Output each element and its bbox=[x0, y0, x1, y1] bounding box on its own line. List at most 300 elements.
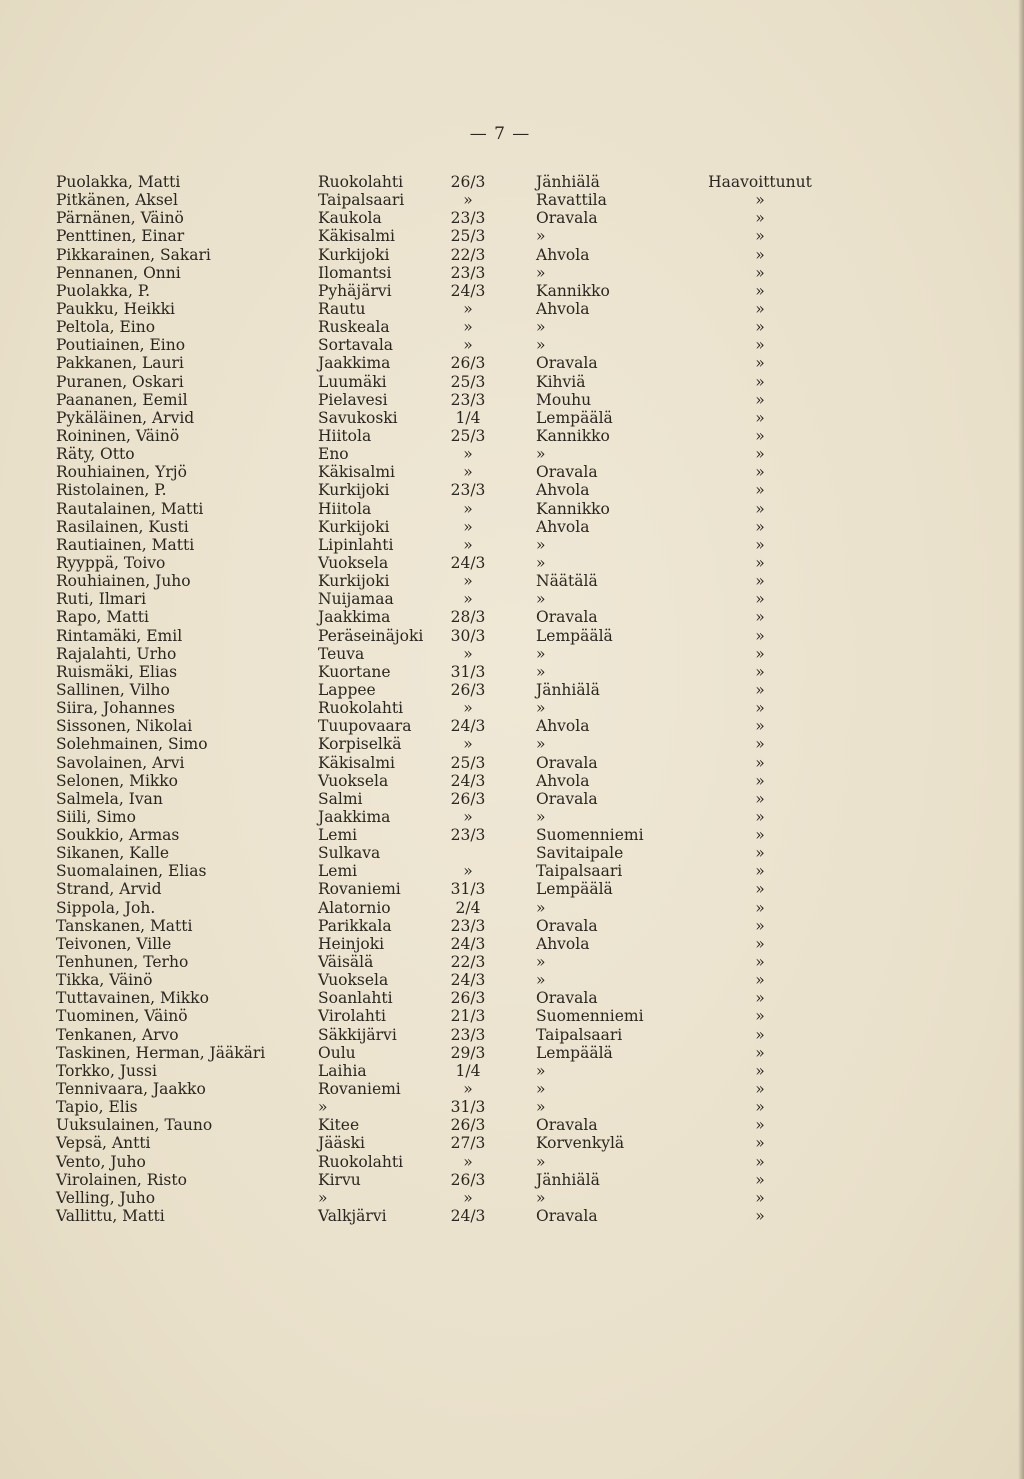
casualty-list bbox=[0, 173, 1024, 1225]
list-row bbox=[0, 608, 1024, 626]
date: 24/3 bbox=[450, 934, 486, 953]
status: » bbox=[755, 227, 765, 246]
person-name: Tuttavainen, Mikko bbox=[56, 989, 209, 1008]
person-name: Tikka, Väinö bbox=[56, 971, 153, 990]
location: Jänhiälä bbox=[536, 680, 600, 699]
home-municipality: Jaakkima bbox=[318, 354, 391, 373]
date: 24/3 bbox=[450, 717, 486, 736]
home-municipality: Jaakkima bbox=[318, 608, 391, 627]
location: » bbox=[536, 590, 546, 609]
home-municipality: » bbox=[318, 1098, 328, 1117]
date: 24/3 bbox=[450, 553, 486, 572]
home-municipality: Lemi bbox=[318, 826, 358, 845]
location: » bbox=[536, 735, 546, 754]
status: » bbox=[755, 1025, 765, 1044]
person-name: Siili, Simo bbox=[56, 807, 136, 826]
status: » bbox=[755, 989, 765, 1008]
status: » bbox=[755, 608, 765, 627]
location: Oravala bbox=[536, 608, 598, 627]
date: » bbox=[463, 1188, 473, 1207]
list-row bbox=[0, 246, 1024, 264]
list-row bbox=[0, 409, 1024, 427]
status: » bbox=[755, 445, 765, 464]
date: » bbox=[463, 699, 473, 718]
home-municipality: Jaakkima bbox=[318, 807, 391, 826]
person-name: Soukkio, Armas bbox=[56, 826, 180, 845]
status: » bbox=[755, 680, 765, 699]
date: » bbox=[463, 336, 473, 355]
home-municipality: Heinjoki bbox=[318, 934, 385, 953]
list-row bbox=[0, 336, 1024, 354]
status: » bbox=[755, 844, 765, 863]
date: 1/4 bbox=[455, 408, 481, 427]
date: 24/3 bbox=[450, 971, 486, 990]
list-row bbox=[0, 989, 1024, 1007]
home-municipality: Kurkijoki bbox=[318, 517, 390, 536]
list-row bbox=[0, 699, 1024, 717]
date: » bbox=[463, 299, 473, 318]
home-municipality: Ruskeala bbox=[318, 318, 390, 337]
person-name: Salmela, Ivan bbox=[56, 789, 163, 808]
status: » bbox=[755, 299, 765, 318]
status: » bbox=[755, 862, 765, 881]
status: » bbox=[755, 1043, 765, 1062]
home-municipality: Käkisalmi bbox=[318, 227, 395, 246]
status: » bbox=[755, 426, 765, 445]
status: » bbox=[755, 318, 765, 337]
status: » bbox=[755, 481, 765, 500]
list-row bbox=[0, 862, 1024, 880]
person-name: Ruti, Ilmari bbox=[56, 590, 147, 609]
status: » bbox=[755, 281, 765, 300]
date: 28/3 bbox=[450, 608, 486, 627]
status: » bbox=[755, 263, 765, 282]
home-municipality: Oulu bbox=[318, 1043, 356, 1062]
home-municipality: Pyhäjärvi bbox=[318, 281, 392, 300]
location: Taipalsaari bbox=[536, 862, 623, 881]
location: » bbox=[536, 644, 546, 663]
date: 27/3 bbox=[450, 1134, 486, 1153]
date: 31/3 bbox=[450, 880, 486, 899]
location: Oravala bbox=[536, 753, 598, 772]
status: » bbox=[755, 209, 765, 228]
person-name: Suomalainen, Elias bbox=[56, 862, 207, 881]
location: » bbox=[536, 318, 546, 337]
person-name: Rautiainen, Matti bbox=[56, 535, 195, 554]
date: 1/4 bbox=[455, 1061, 481, 1080]
home-municipality: Savukoski bbox=[318, 408, 398, 427]
location: Ravattila bbox=[536, 191, 607, 210]
status: » bbox=[755, 916, 765, 935]
list-row bbox=[0, 518, 1024, 536]
list-row bbox=[0, 391, 1024, 409]
location: Jänhiälä bbox=[536, 173, 600, 191]
location: Mouhu bbox=[536, 390, 592, 409]
list-row bbox=[0, 481, 1024, 499]
status: » bbox=[755, 1188, 765, 1207]
person-name: Pykäläinen, Arvid bbox=[56, 408, 195, 427]
list-row bbox=[0, 590, 1024, 608]
location: Savitaipale bbox=[536, 844, 624, 863]
person-name: Penttinen, Einar bbox=[56, 227, 185, 246]
list-row bbox=[0, 227, 1024, 245]
location: Oravala bbox=[536, 916, 598, 935]
status: » bbox=[755, 354, 765, 373]
status: » bbox=[755, 953, 765, 972]
location: Ahvola bbox=[536, 771, 590, 790]
status: » bbox=[755, 753, 765, 772]
home-municipality: Väisälä bbox=[318, 953, 374, 972]
home-municipality: Kirvu bbox=[318, 1170, 361, 1189]
home-municipality: Kitee bbox=[318, 1116, 360, 1135]
person-name: Sissonen, Nikolai bbox=[56, 717, 193, 736]
location: » bbox=[536, 1061, 546, 1080]
home-municipality: Kuortane bbox=[318, 662, 391, 681]
status: » bbox=[755, 717, 765, 736]
list-row bbox=[0, 1116, 1024, 1134]
location: Näätälä bbox=[536, 572, 598, 591]
date: 31/3 bbox=[450, 1098, 486, 1117]
person-name: Pikkarainen, Sakari bbox=[56, 245, 211, 264]
date: 23/3 bbox=[450, 826, 486, 845]
home-municipality: Käkisalmi bbox=[318, 463, 395, 482]
status: » bbox=[755, 1152, 765, 1171]
status: » bbox=[755, 1116, 765, 1135]
list-row bbox=[0, 953, 1024, 971]
location: » bbox=[536, 971, 546, 990]
location: » bbox=[536, 336, 546, 355]
person-name: Vepsä, Antti bbox=[56, 1134, 151, 1153]
status: » bbox=[755, 1170, 765, 1189]
home-municipality: Rovaniemi bbox=[318, 880, 401, 899]
person-name: Tanskanen, Matti bbox=[56, 916, 193, 935]
date: 23/3 bbox=[450, 263, 486, 282]
status: » bbox=[755, 934, 765, 953]
home-municipality: Eno bbox=[318, 445, 349, 464]
date: 26/3 bbox=[450, 1170, 486, 1189]
date: 31/3 bbox=[450, 662, 486, 681]
person-name: Rasilainen, Kusti bbox=[56, 517, 189, 536]
status: » bbox=[755, 1061, 765, 1080]
location: Oravala bbox=[536, 989, 598, 1008]
person-name: Savolainen, Arvi bbox=[56, 753, 185, 772]
home-municipality: Taipalsaari bbox=[318, 191, 405, 210]
home-municipality: Lappee bbox=[318, 680, 376, 699]
status: » bbox=[755, 826, 765, 845]
person-name: Poutiainen, Eino bbox=[56, 336, 186, 355]
list-row bbox=[0, 790, 1024, 808]
date: 29/3 bbox=[450, 1043, 486, 1062]
home-municipality: Kurkijoki bbox=[318, 481, 390, 500]
date: » bbox=[463, 1152, 473, 1171]
home-municipality: Jääski bbox=[318, 1134, 365, 1153]
status: » bbox=[755, 1098, 765, 1117]
person-name: Rajalahti, Urho bbox=[56, 644, 177, 663]
home-municipality: Alatornio bbox=[318, 898, 391, 917]
person-name: Strand, Arvid bbox=[56, 880, 162, 899]
list-row bbox=[0, 735, 1024, 753]
date: » bbox=[463, 644, 473, 663]
person-name: Sikanen, Kalle bbox=[56, 844, 170, 863]
location: » bbox=[536, 535, 546, 554]
date: » bbox=[463, 535, 473, 554]
status: » bbox=[755, 372, 765, 391]
person-name: Selonen, Mikko bbox=[56, 771, 179, 790]
home-municipality: Tuupovaara bbox=[318, 717, 412, 736]
person-name: Vento, Juho bbox=[56, 1152, 146, 1171]
date: 23/3 bbox=[450, 916, 486, 935]
list-row bbox=[0, 1134, 1024, 1152]
status: » bbox=[755, 662, 765, 681]
home-municipality: Sulkava bbox=[318, 844, 381, 863]
home-municipality: Korpiselkä bbox=[318, 735, 402, 754]
person-name: Tapio, Elis bbox=[56, 1098, 138, 1117]
person-name: Uuksulainen, Tauno bbox=[56, 1116, 213, 1135]
home-municipality: » bbox=[318, 1188, 328, 1207]
home-municipality: Säkkijärvi bbox=[318, 1025, 397, 1044]
home-municipality: Lemi bbox=[318, 862, 358, 881]
date: » bbox=[463, 463, 473, 482]
date: 23/3 bbox=[450, 390, 486, 409]
date: 21/3 bbox=[450, 1007, 486, 1026]
person-name: Ruismäki, Elias bbox=[56, 662, 178, 681]
date: 25/3 bbox=[450, 372, 486, 391]
location: » bbox=[536, 263, 546, 282]
home-municipality: Luumäki bbox=[318, 372, 387, 391]
location: Ahvola bbox=[536, 517, 590, 536]
home-municipality: Käkisalmi bbox=[318, 753, 395, 772]
list-row bbox=[0, 1062, 1024, 1080]
location: Oravala bbox=[536, 209, 598, 228]
status: » bbox=[755, 572, 765, 591]
location: Ahvola bbox=[536, 934, 590, 953]
list-row bbox=[0, 754, 1024, 772]
date: 22/3 bbox=[450, 953, 486, 972]
list-row bbox=[0, 463, 1024, 481]
location: Oravala bbox=[536, 789, 598, 808]
person-name: Puolakka, P. bbox=[56, 281, 151, 300]
person-name: Puranen, Oskari bbox=[56, 372, 184, 391]
status: » bbox=[755, 807, 765, 826]
status: » bbox=[755, 408, 765, 427]
home-municipality: Hiitola bbox=[318, 426, 372, 445]
location: » bbox=[536, 807, 546, 826]
home-municipality: Ilomantsi bbox=[318, 263, 392, 282]
date: 22/3 bbox=[450, 245, 486, 264]
status: » bbox=[755, 499, 765, 518]
status: » bbox=[755, 971, 765, 990]
person-name: Räty, Otto bbox=[56, 445, 135, 464]
status: » bbox=[755, 626, 765, 645]
list-row bbox=[0, 554, 1024, 572]
list-row bbox=[0, 173, 1024, 191]
home-municipality: Rovaniemi bbox=[318, 1080, 401, 1099]
status: » bbox=[755, 517, 765, 536]
status: » bbox=[755, 644, 765, 663]
date: » bbox=[463, 807, 473, 826]
date: 30/3 bbox=[450, 626, 486, 645]
home-municipality: Pielavesi bbox=[318, 390, 388, 409]
home-municipality: Salmi bbox=[318, 789, 363, 808]
location: » bbox=[536, 953, 546, 972]
home-municipality: Vuoksela bbox=[318, 553, 389, 572]
status: » bbox=[755, 699, 765, 718]
date: 23/3 bbox=[450, 481, 486, 500]
home-municipality: Vuoksela bbox=[318, 971, 389, 990]
list-row bbox=[0, 663, 1024, 681]
location: Lempäälä bbox=[536, 408, 613, 427]
list-row bbox=[0, 971, 1024, 989]
list-row bbox=[0, 445, 1024, 463]
location: Kannikko bbox=[536, 426, 610, 445]
status: » bbox=[755, 535, 765, 554]
location: Oravala bbox=[536, 1207, 598, 1226]
location: » bbox=[536, 699, 546, 718]
list-row bbox=[0, 282, 1024, 300]
location: Jänhiälä bbox=[536, 1170, 600, 1189]
list-row bbox=[0, 572, 1024, 590]
person-name: Tuominen, Väinö bbox=[56, 1007, 188, 1026]
date: » bbox=[463, 572, 473, 591]
person-name: Ryyppä, Toivo bbox=[56, 553, 166, 572]
date: 25/3 bbox=[450, 753, 486, 772]
home-municipality: Lipinlahti bbox=[318, 535, 394, 554]
list-row bbox=[0, 373, 1024, 391]
list-row bbox=[0, 1153, 1024, 1171]
status: » bbox=[755, 1207, 765, 1226]
list-row bbox=[0, 717, 1024, 735]
list-row bbox=[0, 264, 1024, 282]
location: Kannikko bbox=[536, 499, 610, 518]
person-name: Rintamäki, Emil bbox=[56, 626, 183, 645]
date: 26/3 bbox=[450, 680, 486, 699]
location: » bbox=[536, 898, 546, 917]
list-row bbox=[0, 1080, 1024, 1098]
home-municipality: Kurkijoki bbox=[318, 572, 390, 591]
home-municipality: Hiitola bbox=[318, 499, 372, 518]
date: 24/3 bbox=[450, 1207, 486, 1226]
person-name: Pennanen, Onni bbox=[56, 263, 181, 282]
location: Taipalsaari bbox=[536, 1025, 623, 1044]
person-name: Pitkänen, Aksel bbox=[56, 191, 178, 210]
person-name: Pakkanen, Lauri bbox=[56, 354, 184, 373]
person-name: Roininen, Väinö bbox=[56, 426, 180, 445]
location: Ahvola bbox=[536, 717, 590, 736]
date: 26/3 bbox=[450, 354, 486, 373]
list-row bbox=[0, 880, 1024, 898]
list-row bbox=[0, 1171, 1024, 1189]
status: » bbox=[755, 191, 765, 210]
person-name: Tenkanen, Arvo bbox=[56, 1025, 179, 1044]
location: Kannikko bbox=[536, 281, 610, 300]
status: » bbox=[755, 735, 765, 754]
person-name: Torkko, Jussi bbox=[56, 1061, 157, 1080]
list-row bbox=[0, 427, 1024, 445]
status: » bbox=[755, 463, 765, 482]
person-name: Tenhunen, Terho bbox=[56, 953, 189, 972]
person-name: Pärnänen, Väinö bbox=[56, 209, 184, 228]
person-name: Tennivaara, Jaakko bbox=[56, 1080, 206, 1099]
person-name: Paananen, Eemil bbox=[56, 390, 188, 409]
home-municipality: Virolahti bbox=[318, 1007, 386, 1026]
list-row bbox=[0, 645, 1024, 663]
location: » bbox=[536, 553, 546, 572]
home-municipality: Ruokolahti bbox=[318, 699, 404, 718]
location: Suomenniemi bbox=[536, 1007, 644, 1026]
status: » bbox=[755, 390, 765, 409]
location: Ahvola bbox=[536, 245, 590, 264]
home-municipality: Vuoksela bbox=[318, 771, 389, 790]
location: Oravala bbox=[536, 354, 598, 373]
date: 26/3 bbox=[450, 173, 486, 191]
list-row bbox=[0, 209, 1024, 227]
home-municipality: Laihia bbox=[318, 1061, 367, 1080]
location: Oravala bbox=[536, 463, 598, 482]
home-municipality: Valkjärvi bbox=[318, 1207, 387, 1226]
list-row bbox=[0, 1007, 1024, 1025]
person-name: Rapo, Matti bbox=[56, 608, 149, 627]
list-row bbox=[0, 500, 1024, 518]
list-row bbox=[0, 627, 1024, 645]
person-name: Sippola, Joh. bbox=[56, 898, 156, 917]
date: » bbox=[463, 735, 473, 754]
person-name: Siira, Johannes bbox=[56, 699, 175, 718]
date: 25/3 bbox=[450, 227, 486, 246]
home-municipality: Parikkala bbox=[318, 916, 392, 935]
list-row bbox=[0, 1044, 1024, 1062]
date: 24/3 bbox=[450, 281, 486, 300]
location: Lempäälä bbox=[536, 626, 613, 645]
list-row bbox=[0, 1098, 1024, 1116]
date: 23/3 bbox=[450, 209, 486, 228]
location: Lempäälä bbox=[536, 1043, 613, 1062]
status: » bbox=[755, 336, 765, 355]
list-row bbox=[0, 536, 1024, 554]
date: » bbox=[463, 862, 473, 881]
location: Ahvola bbox=[536, 299, 590, 318]
person-name: Puolakka, Matti bbox=[56, 173, 181, 191]
person-name: Teivonen, Ville bbox=[56, 934, 172, 953]
date: 23/3 bbox=[450, 1025, 486, 1044]
date: » bbox=[463, 517, 473, 536]
home-municipality: Sortavala bbox=[318, 336, 394, 355]
date: » bbox=[463, 499, 473, 518]
list-row bbox=[0, 300, 1024, 318]
location: Ahvola bbox=[536, 481, 590, 500]
list-row bbox=[0, 318, 1024, 336]
person-name: Rouhiainen, Yrjö bbox=[56, 463, 187, 482]
person-name: Peltola, Eino bbox=[56, 318, 156, 337]
location: Korvenkylä bbox=[536, 1134, 625, 1153]
home-municipality: Nuijamaa bbox=[318, 590, 394, 609]
page-number: — 7 — bbox=[469, 124, 531, 144]
date: » bbox=[463, 445, 473, 464]
person-name: Virolainen, Risto bbox=[56, 1170, 187, 1189]
status: » bbox=[755, 789, 765, 808]
home-municipality: Peräseinäjoki bbox=[318, 626, 424, 645]
status: » bbox=[755, 1134, 765, 1153]
home-municipality: Rautu bbox=[318, 299, 366, 318]
list-row bbox=[0, 808, 1024, 826]
list-row bbox=[0, 354, 1024, 372]
home-municipality: Teuva bbox=[318, 644, 365, 663]
date: 25/3 bbox=[450, 426, 486, 445]
date: 26/3 bbox=[450, 989, 486, 1008]
status: » bbox=[755, 1080, 765, 1099]
location: » bbox=[536, 1080, 546, 1099]
person-name: Rautalainen, Matti bbox=[56, 499, 204, 518]
list-row bbox=[0, 772, 1024, 790]
